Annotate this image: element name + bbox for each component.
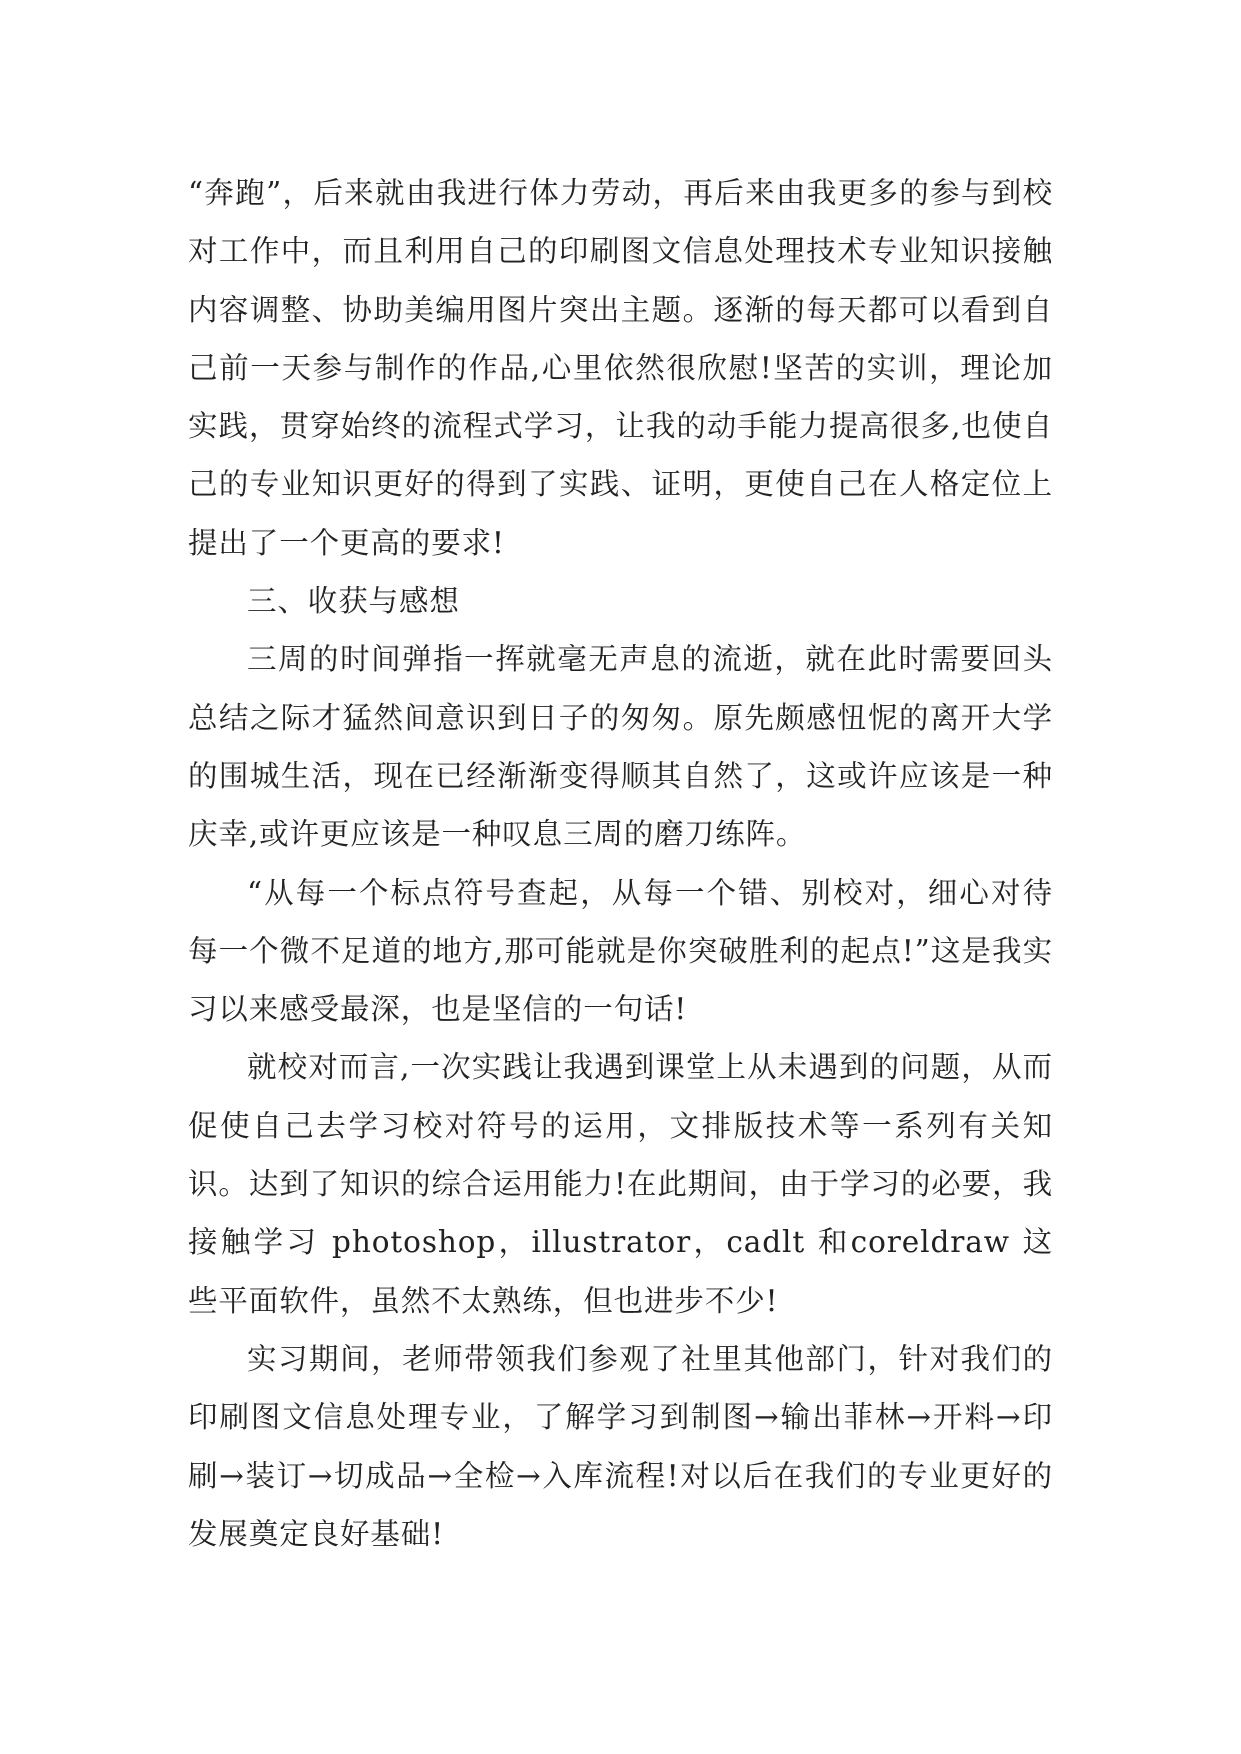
paragraph-visit: 实习期间，老师带领我们参观了社里其他部门，针对我们的印刷图文信息处理专业，了解学习到制图→输出菲林→开料→印刷→装订→切成品→全检→入库流程!对以后在我们的专业更好的发展奠定良好基础! xyxy=(188,1341,1053,1551)
document-body xyxy=(188,164,1053,1563)
section-heading: 三、收获与感想 xyxy=(247,584,460,619)
paragraph-proofreading: 就校对而言,一次实践让我遇到课堂上从未遇到的问题，从而促使自己去学习校对符号的运用，文排版技术等一系列有关知识。达到了知识的综合运用能力!在此期间，由于学习的必要，我接触学习 photoshop，illustrator，cadlt 和coreldraw 这些平面软件，虽然不太熟练，但也进步不少! xyxy=(188,1050,1053,1318)
paragraph-intro: “奔跑”，后来就由我进行体力劳动，再后来由我更多的参与到校对工作中，而且利用自己的印刷图文信息处理技术专业知识接触内容调整、协助美编用图片突出主题。逐渐的每天都可以看到自己前一天参与制作的作品,心里依然很欣慰!坚苦的实训，理论加实践，贯穿始终的流程式学习，让我的动手能力提高很多,也使自己的专业知识更好的得到了实践、证明，更使自己在人格定位上提出了一个更高的要求! xyxy=(188,176,1053,560)
paragraph-quote: “从每一个标点符号查起，从每一个错、别校对，细心对待每一个微不足道的地方,那可能就是你突破胜利的起点!”这是我实习以来感受最深，也是坚信的一句话! xyxy=(188,875,1053,1027)
paragraph-three-weeks: 三周的时间弹指一挥就毫无声息的流逝，就在此时需要回头总结之际才猛然间意识到日子的匆匆。原先颇感忸怩的离开大学的围城生活，现在已经渐渐变得顺其自然了，这或许应该是一种庆幸,或许更应该是一种叹息三周的磨刀练阵。 xyxy=(188,642,1053,852)
